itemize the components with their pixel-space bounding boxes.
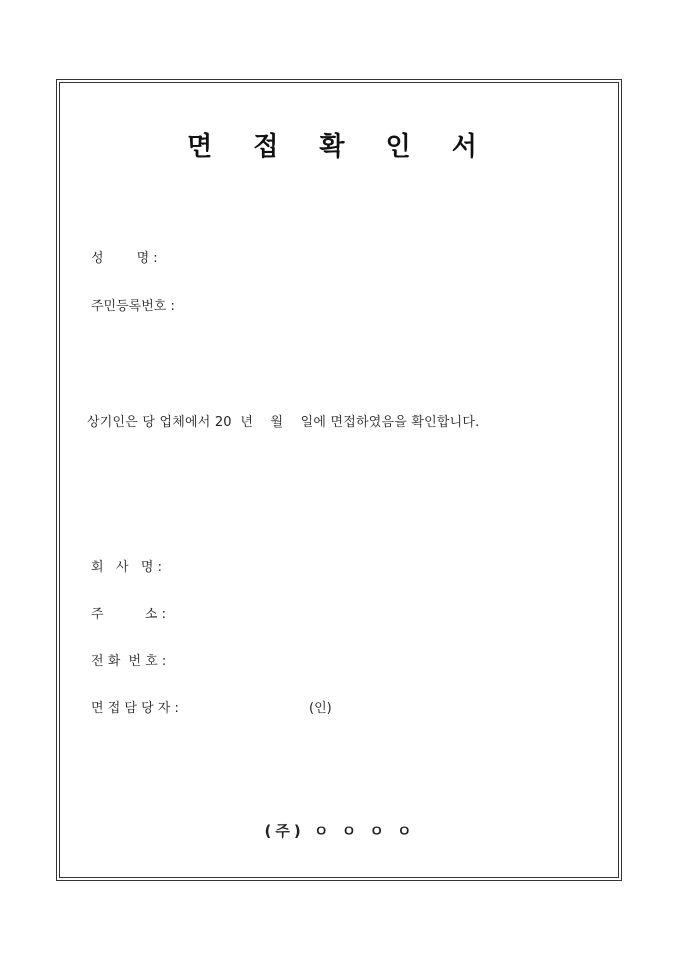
address-field-label: 주 소 : — [91, 607, 166, 622]
phone-field-label: 전 화 번 호 : — [91, 654, 167, 669]
interviewer-field-label: 면 접 담 당 자 : — [91, 701, 179, 716]
resident-number-field-label: 주민등록번호 : — [91, 299, 175, 314]
confirmation-statement: 상기인은 당 업체에서 20 년 월 일에 면접하였음을 확인합니다. — [87, 415, 480, 430]
name-field-label: 성 명 : — [91, 251, 158, 266]
company-signature: (주) ㅇ ㅇ ㅇ ㅇ — [264, 822, 416, 840]
document-inner-border — [59, 82, 619, 878]
company-name-field-label: 회 사 명 : — [91, 560, 162, 575]
document-border — [56, 79, 622, 881]
document-title: 면 접 확 인 서 — [187, 132, 493, 162]
seal-mark: (인) — [309, 701, 332, 716]
